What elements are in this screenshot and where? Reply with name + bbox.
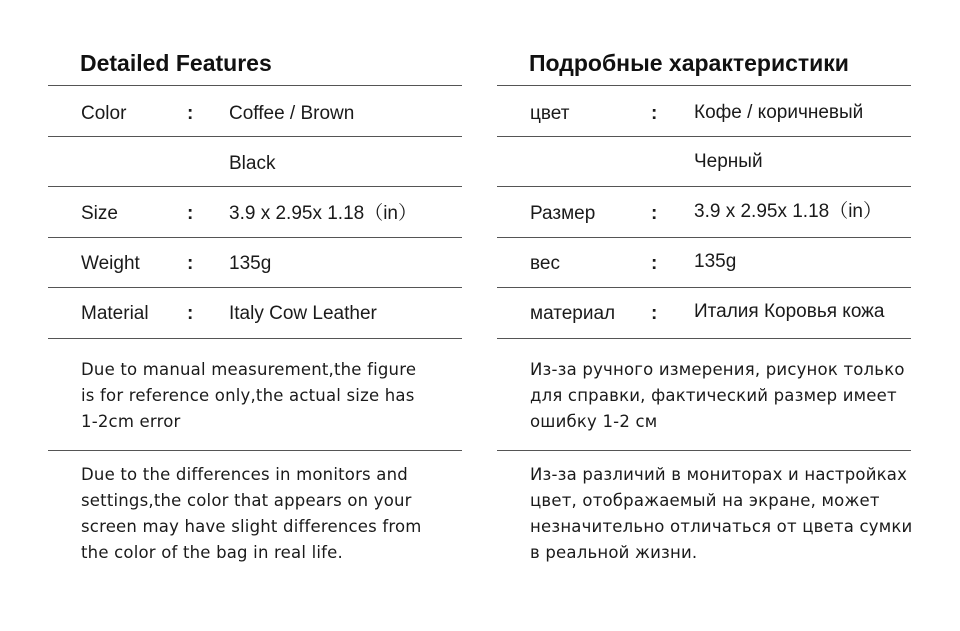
note-line: ошибку 1-2 см bbox=[530, 412, 658, 431]
divider bbox=[497, 237, 911, 238]
divider bbox=[48, 186, 462, 187]
size-value: 3.9 x 2.95x 1.18（in） bbox=[694, 201, 882, 222]
size-value: 3.9 x 2.95x 1.18（in） bbox=[229, 203, 417, 224]
weight-label: Weight bbox=[81, 253, 140, 274]
note-line: в реальной жизни. bbox=[530, 543, 698, 562]
divider bbox=[48, 136, 462, 137]
weight-colon: : bbox=[187, 253, 194, 274]
color-value-alt: Black bbox=[229, 153, 276, 174]
color-label: цвет bbox=[530, 103, 570, 124]
divider bbox=[497, 450, 911, 451]
divider bbox=[497, 136, 911, 137]
note-line: is for reference only,the actual size has bbox=[81, 386, 415, 405]
note-line: 1-2cm error bbox=[81, 412, 181, 431]
color-value-alt: Черный bbox=[694, 151, 763, 172]
note-line: незначительно отличаться от цвета сумки bbox=[530, 517, 913, 536]
weight-label: вес bbox=[530, 253, 560, 274]
material-colon: : bbox=[651, 303, 658, 324]
color-colon: : bbox=[651, 103, 658, 124]
divider bbox=[497, 186, 911, 187]
panel-title: Подробные характеристики bbox=[529, 50, 849, 76]
note-line: screen may have slight differences from bbox=[81, 517, 422, 536]
divider bbox=[48, 338, 462, 339]
material-value: Italy Cow Leather bbox=[229, 303, 377, 324]
divider bbox=[48, 287, 462, 288]
color-value: Кофе / коричневый bbox=[694, 102, 864, 123]
color-difference-note bbox=[530, 462, 913, 566]
note-line: Из-за различий в мониторах и настройках bbox=[530, 465, 908, 484]
size-colon: : bbox=[187, 203, 194, 224]
note-line: Из-за ручного измерения, рисунок только bbox=[530, 360, 905, 379]
color-label: Color bbox=[81, 103, 127, 124]
weight-colon: : bbox=[651, 253, 658, 274]
color-value: Coffee / Brown bbox=[229, 103, 355, 124]
note-line: the color of the bag in real life. bbox=[81, 543, 343, 562]
divider bbox=[497, 85, 911, 86]
color-difference-note bbox=[81, 462, 451, 566]
panel-title: Detailed Features bbox=[80, 50, 272, 76]
note-line: settings,the color that appears on your bbox=[81, 491, 412, 510]
note-line: цвет, отображаемый на экране, может bbox=[530, 491, 880, 510]
note-line: Due to manual measurement,the figure bbox=[81, 360, 417, 379]
measurement-note bbox=[530, 357, 905, 435]
weight-value: 135g bbox=[694, 251, 737, 272]
divider bbox=[48, 237, 462, 238]
size-label: Size bbox=[81, 203, 118, 224]
color-colon: : bbox=[187, 103, 194, 124]
size-label: Размер bbox=[530, 203, 596, 224]
divider bbox=[497, 287, 911, 288]
material-label: Material bbox=[81, 303, 149, 324]
measurement-note bbox=[81, 357, 451, 435]
divider bbox=[48, 85, 462, 86]
size-colon: : bbox=[651, 203, 658, 224]
divider bbox=[48, 450, 462, 451]
note-line: Due to the differences in monitors and bbox=[81, 465, 408, 484]
note-line: для справки, фактический размер имеет bbox=[530, 386, 897, 405]
material-value: Италия Коровья кожа bbox=[694, 301, 885, 322]
weight-value: 135g bbox=[229, 253, 272, 274]
material-label: материал bbox=[530, 303, 616, 324]
material-colon: : bbox=[187, 303, 194, 324]
divider bbox=[497, 338, 911, 339]
